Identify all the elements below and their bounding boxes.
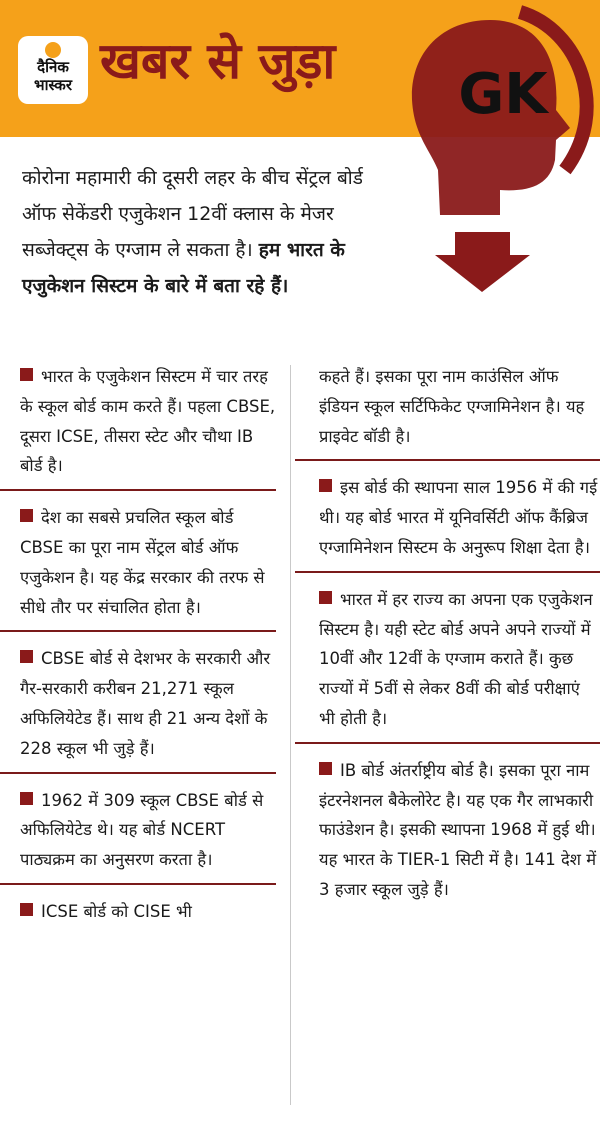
square-bullet-icon [20,368,33,381]
divider [0,772,276,774]
gk-badge: GK [458,62,548,127]
square-bullet-icon [20,792,33,805]
intro-paragraph [22,160,382,304]
list-item [0,644,276,763]
left-column [0,362,276,927]
list-item [295,585,600,734]
item-text: इस बोर्ड की स्थापना साल 1956 में की गई थी। यह बोर्ड भारत में यूनिवर्सिटी ऑफ कैंब्रिज एग्जामिनेशन सिस्टम के अनुरूप शिक्षा देता है। [319,478,598,557]
item-text: IB बोर्ड अंतर्राष्ट्रीय बोर्ड है। इसका पूरा नाम इंटरनेशनल बैकेलोरेट है। यह एक गैर लाभकारी फाउंडेशन है। इसकी स्थापना 1968 में हुई थी। यह भारत के TIER-1 सिटी में है। 141 देश में 3 हजार स्कूल जुड़े हैं। [319,760,597,899]
item-text: ICSE बोर्ड को CISE भी [41,901,192,921]
square-bullet-icon [20,903,33,916]
intro-bold-text: हम भारत के एजुकेशन सिस्टम के बारे में बता रहे हैं। [22,239,345,297]
square-bullet-icon [20,509,33,522]
column-divider [290,365,291,1105]
divider [0,630,276,632]
dainik-bhaskar-logo [18,36,88,104]
list-item [0,362,276,481]
sun-icon [45,42,61,58]
divider [0,489,276,491]
right-column [295,362,600,905]
item-text: CBSE बोर्ड से देशभर के सरकारी और गैर-सरकारी करीबन 21,271 स्कूल अफिलियेटेड हैं। साथ ही 21 अन्य देशों के 228 स्कूल भी जुड़े हैं। [20,649,271,758]
divider [295,459,600,461]
divider [295,742,600,744]
square-bullet-icon [319,591,332,604]
list-item [0,897,276,927]
page-title: खबर से जुड़ा [100,32,336,90]
logo-text-line2: भास्कर [34,76,72,94]
item-text: भारत के एजुकेशन सिस्टम में चार तरह के स्कूल बोर्ड काम करते हैं। पहला CBSE, दूसरा ICSE, तीसरा स्टेट और चौथा IB बोर्ड है। [20,367,276,476]
divider [0,883,276,885]
item-text: भारत में हर राज्य का अपना एक एजुकेशन सिस्टम है। यही स्टेट बोर्ड अपने अपने राज्यों में 10वीं और 12वीं के एग्जाम कराते हैं। कुछ राज्यों में 5वीं से लेकर 8वीं की बोर्ड परीक्षाएं भी होती है। [319,589,593,728]
list-item [295,756,600,905]
square-bullet-icon [319,479,332,492]
logo-text-line1: दैनिक [37,58,69,76]
intro-text: कोरोना महामारी की दूसरी लहर के बीच सेंट्रल बोर्ड ऑफ सेकेंडरी एजुकेशन 12वीं क्लास के मेजर सब्जेक्ट्स के एग्जाम ले सकता है। [22,167,363,261]
list-item [0,786,276,875]
item-text: देश का सबसे प्रचलित स्कूल बोर्ड CBSE का पूरा नाम सेंट्रल बोर्ड ऑफ एजुकेशन है। यह केंद्र सरकार की तरफ से सीधे तौर पर संचालित होता है। [20,508,265,617]
item-text: कहते हैं। इसका पूरा नाम काउंसिल ऑफ इंडियन स्कूल सर्टिफिकेट एग्जामिनेशन है। यह प्राइवेट बॉडी है। [319,367,585,446]
list-item [295,473,600,562]
list-item [0,503,276,622]
divider [295,571,600,573]
square-bullet-icon [319,762,332,775]
list-item [295,362,600,451]
head-silhouette-arrow-icon [380,0,600,300]
item-text: 1962 में 309 स्कूल CBSE बोर्ड से अफिलियेटेड थे। यह बोर्ड NCERT पाठ्यक्रम का अनुसरण करता है। [20,790,264,870]
square-bullet-icon [20,650,33,663]
